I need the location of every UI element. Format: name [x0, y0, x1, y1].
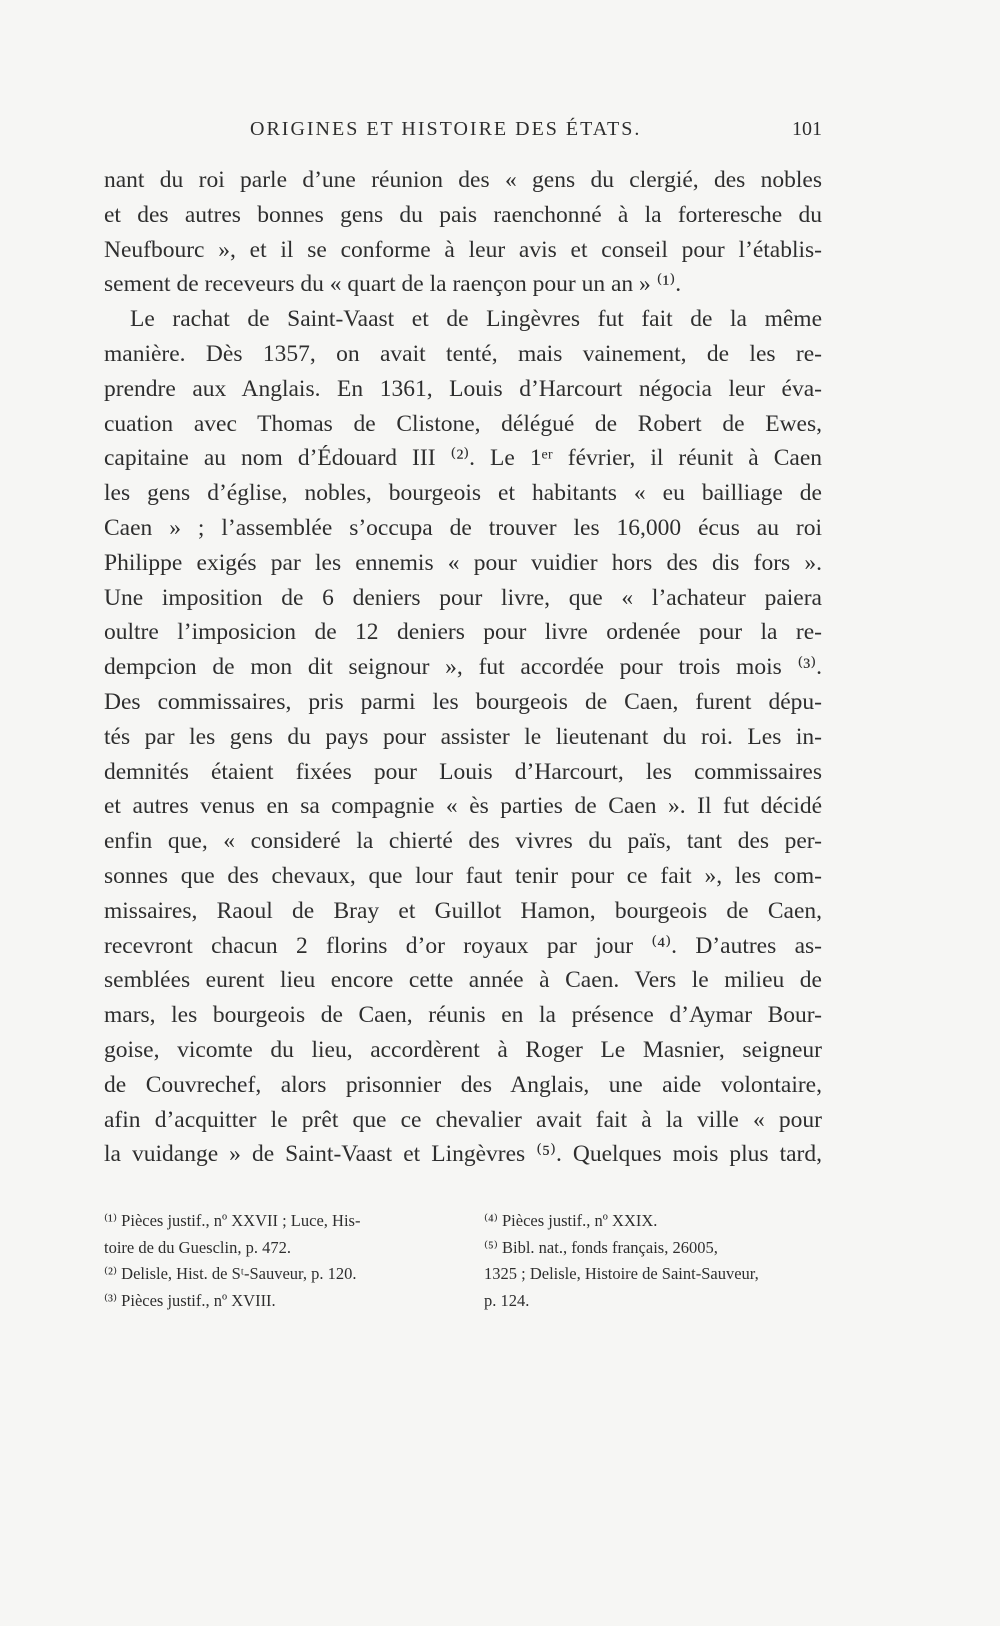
page-header — [100, 118, 822, 148]
footnote-line: 1325 ; Delisle, Histoire de Saint-Sauveur, — [484, 1264, 759, 1283]
text-line: missaires, Raoul de Bray et Guillot Hamon, bourgeois de Caen, — [104, 897, 822, 924]
text-line: semblées eurent lieu encore cette année à Caen. Vers le milieu de — [104, 967, 822, 994]
text-line: nant du roi parle d’une réunion des « gens du clergié, des nobles — [104, 167, 822, 193]
text-line: afin d’acquitter le prêt que ce chevalier avait fait à la ville « pour — [104, 1106, 822, 1133]
text-line: prendre aux Anglais. En 1361, Louis d’Harcourt négocia leur éva- — [104, 375, 822, 402]
footnotes-right-column — [484, 1208, 824, 1314]
text-line: et des autres bonnes gens du pais raenchonné à la forteresche du — [104, 201, 822, 228]
text-line: cuation avec Thomas de Clistone, délégué de Robert de Ewes, — [104, 410, 822, 437]
text-line: enfin que, « consideré la chierté des vivres du païs, tant des per- — [104, 828, 822, 855]
running-title: ORIGINES ET HISTOIRE DES ÉTATS. — [250, 118, 642, 140]
page-number: 101 — [792, 118, 822, 140]
text-line: capitaine au nom d’Édouard III ⁽²⁾. Le 1ᵉʳ février, il réunit à Caen — [104, 445, 822, 472]
text-line: Des commissaires, pris parmi les bourgeois de Caen, furent dépu- — [104, 688, 822, 715]
text-line: Philippe exigés par les ennemis « pour vuidier hors des dis fors ». — [104, 549, 822, 576]
text-line: sement de receveurs du « quart de la raençon pour un an » ⁽¹⁾. — [104, 271, 682, 298]
text-line: demnités étaient fixées pour Louis d’Harcourt, les commissaires — [104, 758, 822, 785]
footnote-line: ⁽⁵⁾ Bibl. nat., fonds français, 26005, — [484, 1237, 718, 1257]
text-line: les gens d’église, nobles, bourgeois et habitants « eu bailliage de — [104, 480, 822, 507]
text-line: tés par les gens du pays pour assister le lieutenant du roi. Les in- — [104, 723, 822, 750]
footnotes-left-column — [104, 1208, 444, 1314]
text-line: de Couvrechef, alors prisonnier des Anglais, une aide volontaire, — [104, 1071, 822, 1098]
text-line: Neufbourc », et il se conforme à leur avis et conseil pour l’établis- — [104, 236, 822, 263]
footnote-line: p. 124. — [484, 1290, 530, 1310]
footnote-line: ⁽³⁾ Pièces justif., nº XVIII. — [104, 1290, 276, 1310]
text-line: Une imposition de 6 deniers pour livre, que « l’achateur paiera — [104, 584, 822, 611]
text-line: Caen » ; l’assemblée s’occupa de trouver les 16,000 écus au roi — [104, 514, 822, 541]
footnote-line: ⁽⁴⁾ Pièces justif., nº XXIX. — [484, 1211, 658, 1230]
body-text — [104, 163, 822, 1172]
text-line: Le rachat de Saint-Vaast et de Lingèvres fut fait de la même — [130, 306, 822, 333]
text-line: manière. Dès 1357, on avait tenté, mais vainement, de les re- — [104, 340, 822, 367]
text-line: recevront chacun 2 florins d’or royaux par jour ⁽⁴⁾. D’autres as- — [104, 932, 822, 959]
text-line: mars, les bourgeois de Caen, réunis en la présence d’Aymar Bour- — [104, 1002, 822, 1029]
text-line: dempcion de mon dit seignour », fut accordée pour trois mois ⁽³⁾. — [104, 654, 822, 681]
text-line: sonnes que des chevaux, que lour faut tenir pour ce fait », les com- — [104, 862, 822, 889]
text-line: et autres venus en sa compagnie « ès parties de Caen ». Il fut décidé — [104, 793, 822, 820]
footnote-line: toire de du Guesclin, p. 472. — [104, 1237, 291, 1257]
text-line: la vuidange » de Saint-Vaast et Lingèvres ⁽⁵⁾. Quelques mois plus tard, — [104, 1141, 822, 1168]
footnote-line: ⁽¹⁾ Pièces justif., nº XXVII ; Luce, His- — [104, 1211, 361, 1230]
footnote-line: ⁽²⁾ Delisle, Hist. de Sᵗ-Sauveur, p. 120. — [104, 1264, 357, 1283]
text-line: goise, vicomte du lieu, accordèrent à Roger Le Masnier, seigneur — [104, 1036, 822, 1063]
text-line: oultre l’imposicion de 12 deniers pour livre ordenée pour la re- — [104, 619, 822, 646]
